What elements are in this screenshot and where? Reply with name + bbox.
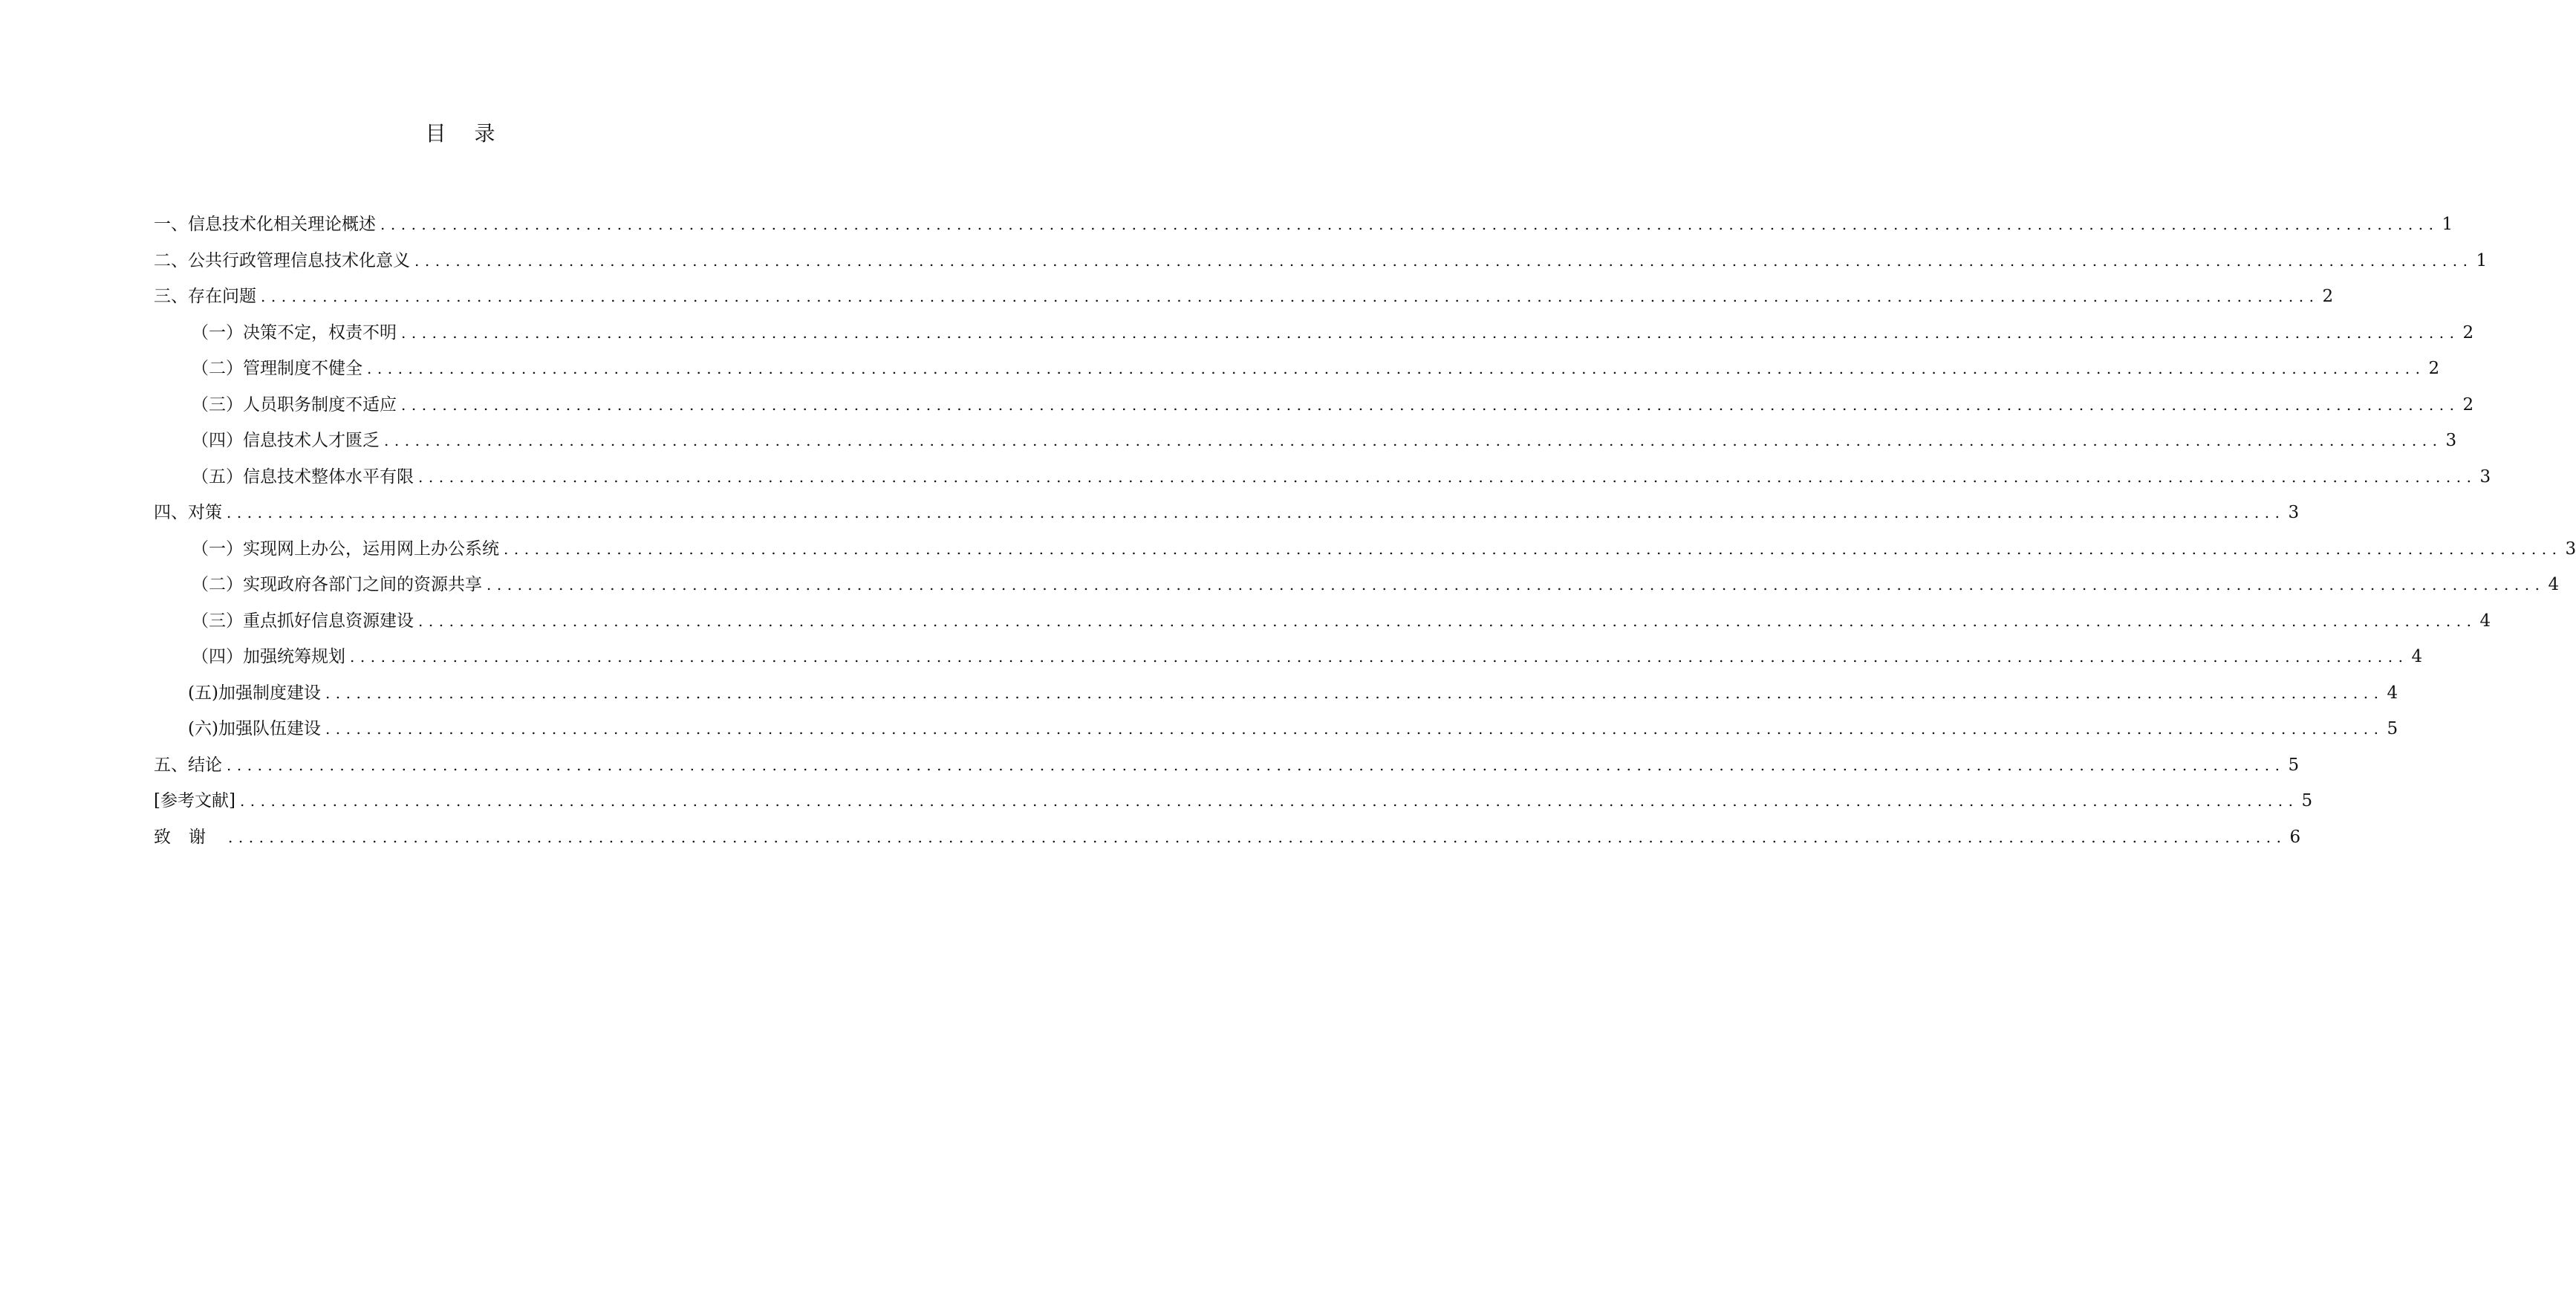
toc-entry[interactable] bbox=[154, 390, 2474, 426]
toc-page-number: 4 bbox=[2387, 683, 2398, 703]
toc-entry[interactable] bbox=[154, 642, 2423, 678]
toc-page-number: 1 bbox=[2442, 215, 2453, 234]
toc-page-number: 1 bbox=[2476, 250, 2488, 270]
toc-entry[interactable] bbox=[154, 534, 2576, 571]
toc-leader-dots: ........................................................................................................................................................................................................ bbox=[367, 360, 2426, 377]
toc-page-number: 3 bbox=[2565, 539, 2576, 559]
toc-entry-text: （一）实现网上办公，运用网上办公系统 bbox=[192, 539, 499, 559]
toc-title bbox=[0, 119, 922, 149]
toc-leader-dots: ........................................................................................................................................................................................................ bbox=[325, 683, 2384, 702]
toc-entry-text: （三）重点抓好信息资源建设 bbox=[192, 611, 414, 631]
toc-leader-dots: ........................................................................................................................................................................................................ bbox=[380, 215, 2439, 233]
toc-entry-text: （五）信息技术整体水平有限 bbox=[192, 467, 414, 487]
toc-leader-dots: ........................................................................................................................................................................................................ bbox=[401, 395, 2460, 414]
toc-page-number: 5 bbox=[2387, 719, 2398, 738]
toc-entry-text: 五、结论 bbox=[154, 755, 222, 775]
toc-entry[interactable] bbox=[154, 822, 2301, 859]
toc-leader-dots: ........................................................................................................................................................................................................ bbox=[418, 611, 2477, 630]
toc-leader-dots: ........................................................................................................................................................................................................ bbox=[414, 251, 2473, 270]
toc-leader-dots: ........................................................................................................................................................................................................ bbox=[239, 792, 2299, 810]
toc-page-number: 2 bbox=[2462, 394, 2474, 415]
toc-page-number: 2 bbox=[2462, 322, 2474, 342]
toc-entry-text: (六)加强队伍建设 bbox=[188, 719, 321, 738]
toc-page-number: 2 bbox=[2322, 287, 2334, 306]
toc-entry-text: 一、信息技术化相关理论概述 bbox=[154, 215, 376, 234]
toc-entry-text: 致谢 bbox=[154, 827, 224, 847]
toc-leader-dots: ........................................................................................................................................................................................................ bbox=[228, 828, 2287, 846]
toc-entry[interactable] bbox=[154, 462, 2491, 498]
toc-entry-text: 三、存在问题 bbox=[154, 287, 256, 306]
toc-title-right: 录 bbox=[474, 121, 497, 146]
toc-entry-text: （二）实现政府各部门之间的资源共享 bbox=[192, 575, 482, 594]
toc-leader-dots: ........................................................................................................................................................................................................ bbox=[504, 539, 2563, 558]
toc-entry-text: 四、对策 bbox=[154, 503, 222, 522]
toc-page-number: 2 bbox=[2428, 359, 2440, 378]
toc-entry-text: （三）人员职务制度不适应 bbox=[192, 394, 397, 415]
toc-page-number: 3 bbox=[2445, 431, 2457, 450]
toc-entry[interactable] bbox=[154, 246, 2488, 282]
toc-page-number: 3 bbox=[2479, 467, 2491, 487]
toc-leader-dots: ........................................................................................................................................................................................................ bbox=[418, 467, 2477, 486]
toc-entry[interactable] bbox=[154, 750, 2300, 787]
toc-leader-dots: ........................................................................................................................................................................................................ bbox=[325, 720, 2384, 738]
toc-entry[interactable] bbox=[154, 606, 2491, 643]
toc-entry-text: （二）管理制度不健全 bbox=[192, 359, 362, 378]
toc-page-number: 4 bbox=[2548, 575, 2560, 594]
toc-entry-text: （一）决策不定，权责不明 bbox=[192, 322, 397, 342]
toc-entry-text: [参考文献] bbox=[154, 791, 235, 810]
toc-leader-dots: ........................................................................................................................................................................................................ bbox=[261, 287, 2320, 305]
toc-page-number: 4 bbox=[2411, 647, 2423, 666]
toc-entry[interactable] bbox=[154, 714, 2398, 750]
toc-entry[interactable] bbox=[154, 318, 2474, 354]
toc-page-number: 4 bbox=[2479, 611, 2491, 631]
toc-entry[interactable] bbox=[154, 209, 2453, 246]
toc-leader-dots: ........................................................................................................................................................................................................ bbox=[401, 323, 2460, 342]
toc-entry[interactable] bbox=[154, 678, 2398, 715]
toc-page-number: 5 bbox=[2288, 755, 2300, 775]
toc-entry[interactable] bbox=[154, 426, 2457, 462]
toc-entry-text: （四）信息技术人才匮乏 bbox=[192, 431, 380, 450]
toc-page-number: 5 bbox=[2301, 791, 2313, 810]
toc-page-number: 3 bbox=[2288, 503, 2300, 522]
toc-entry-text: 二、公共行政管理信息技术化意义 bbox=[154, 250, 410, 270]
toc-leader-dots: ........................................................................................................................................................................................................ bbox=[227, 756, 2286, 774]
toc-entry[interactable] bbox=[154, 498, 2300, 534]
toc-title-left: 目 bbox=[425, 121, 448, 146]
toc-entry-text: (五)加强制度建设 bbox=[188, 683, 321, 703]
toc-leader-dots: ........................................................................................................................................................................................................ bbox=[350, 648, 2409, 666]
toc-list bbox=[154, 209, 2576, 858]
toc-leader-dots: ........................................................................................................................................................................................................ bbox=[384, 432, 2443, 449]
toc-entry[interactable] bbox=[154, 282, 2334, 318]
toc-entry[interactable] bbox=[154, 354, 2440, 390]
toc-entry[interactable] bbox=[154, 570, 2560, 606]
toc-page-number: 6 bbox=[2289, 827, 2301, 847]
toc-leader-dots: ........................................................................................................................................................................................................ bbox=[487, 576, 2546, 594]
toc-leader-dots: ........................................................................................................................................................................................................ bbox=[227, 504, 2286, 521]
toc-entry[interactable] bbox=[154, 786, 2313, 822]
toc-entry-text: （四）加强统筹规划 bbox=[192, 647, 345, 666]
